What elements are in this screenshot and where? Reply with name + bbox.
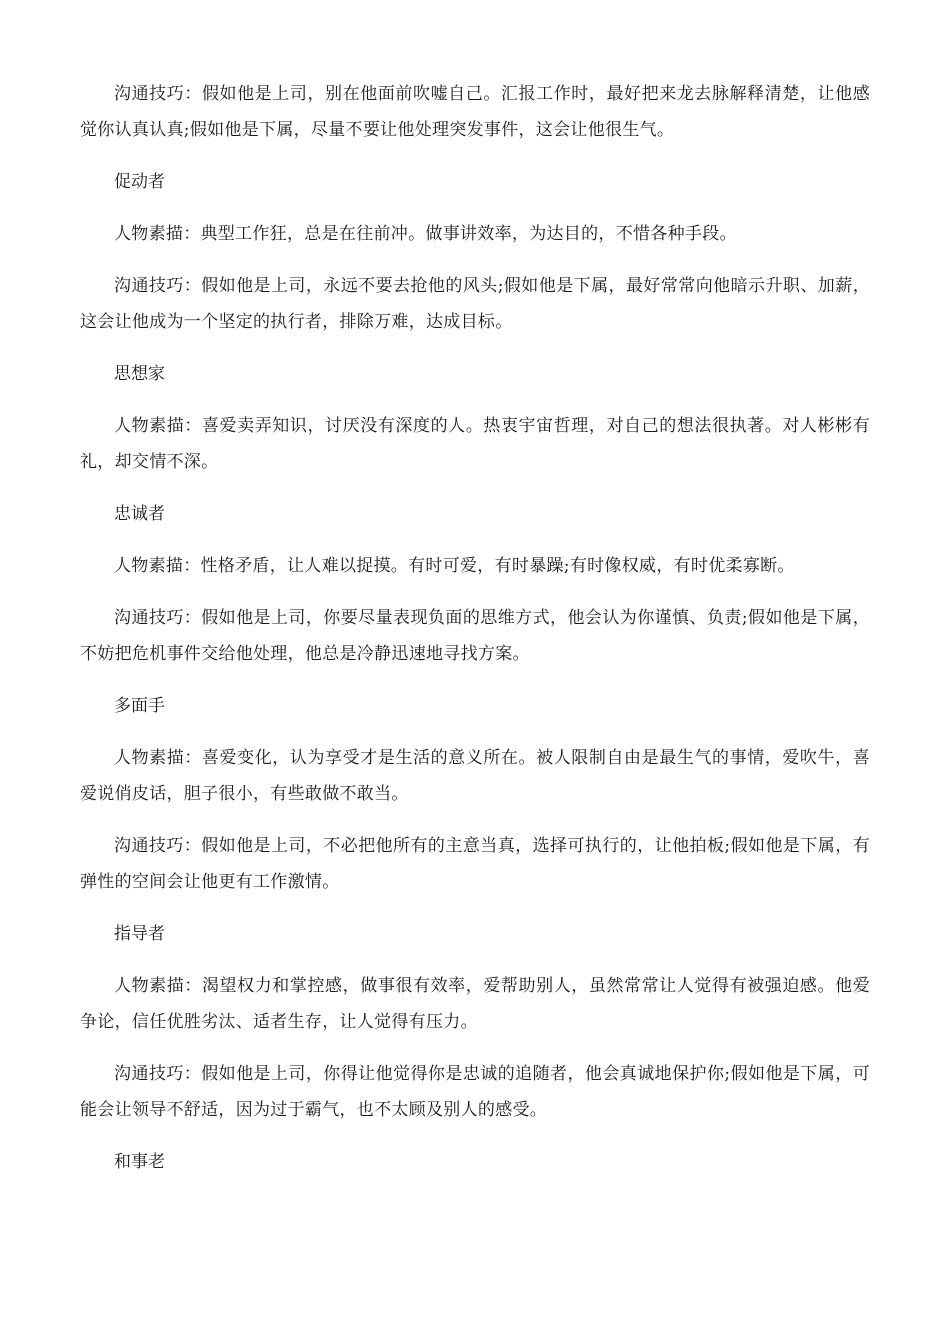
paragraph-communication-tip: 沟通技巧：假如他是上司，永远不要去抢他的风头;假如他是下属，最好常常向他暗示升职、加薪，这会让他成为一个坚定的执行者，排除万难，达成目标。: [80, 276, 870, 332]
section-heading-director: 指导者: [114, 924, 165, 944]
paragraph-communication-tip: 沟通技巧：假如他是上司，你得让他觉得你是忠诚的追随者，他会真诚地保护你;假如他是下属，可能会让领导不舒适，因为过于霸气，也不太顾及别人的感受。: [80, 1064, 870, 1120]
paragraph-communication-tip: 沟通技巧：假如他是上司，不必把他所有的主意当真，选择可执行的，让他拍板;假如他是下属，有弹性的空间会让他更有工作激情。: [80, 836, 870, 892]
paragraph-communication-tip: 沟通技巧：假如他是上司，你要尽量表现负面的思维方式，他会认为你谨慎、负责;假如他是下属，不妨把危机事件交给他处理，他总是冷静迅速地寻找方案。: [80, 608, 870, 664]
section-heading-loyalist: 忠诚者: [114, 504, 165, 524]
section-heading-all-rounder: 多面手: [114, 696, 165, 716]
section-heading-peacemaker: 和事老: [114, 1152, 165, 1172]
paragraph-character-sketch: 人物素描：喜爱变化，认为享受才是生活的意义所在。被人限制自由是最生气的事情，爱吹牛，喜爱说俏皮话，胆子很小，有些敢做不敢当。: [80, 748, 870, 804]
paragraph-character-sketch: 人物素描：喜爱卖弄知识，讨厌没有深度的人。热衷宇宙哲理，对自己的想法很执著。对人彬彬有礼，却交情不深。: [80, 416, 870, 472]
section-heading-promoter: 促动者: [114, 172, 165, 192]
paragraph-communication-tip: 沟通技巧：假如他是上司，别在他面前吹嘘自己。汇报工作时，最好把来龙去脉解释清楚，让他感觉你认真认真;假如他是下属，尽量不要让他处理突发事件，这会让他很生气。: [80, 84, 870, 140]
paragraph-character-sketch: 人物素描：渴望权力和掌控感，做事很有效率，爱帮助别人，虽然常常让人觉得有被强迫感。他爱争论，信任优胜劣汰、适者生存，让人觉得有压力。: [80, 976, 870, 1032]
section-heading-thinker: 思想家: [114, 364, 165, 384]
document-page: [80, 76, 870, 1196]
paragraph-character-sketch: 人物素描：典型工作狂，总是在往前冲。做事讲效率，为达目的，不惜各种手段。: [114, 224, 737, 244]
paragraph-character-sketch: 人物素描：性格矛盾，让人难以捉摸。有时可爱，有时暴躁;有时像权威，有时优柔寡断。: [114, 556, 795, 576]
